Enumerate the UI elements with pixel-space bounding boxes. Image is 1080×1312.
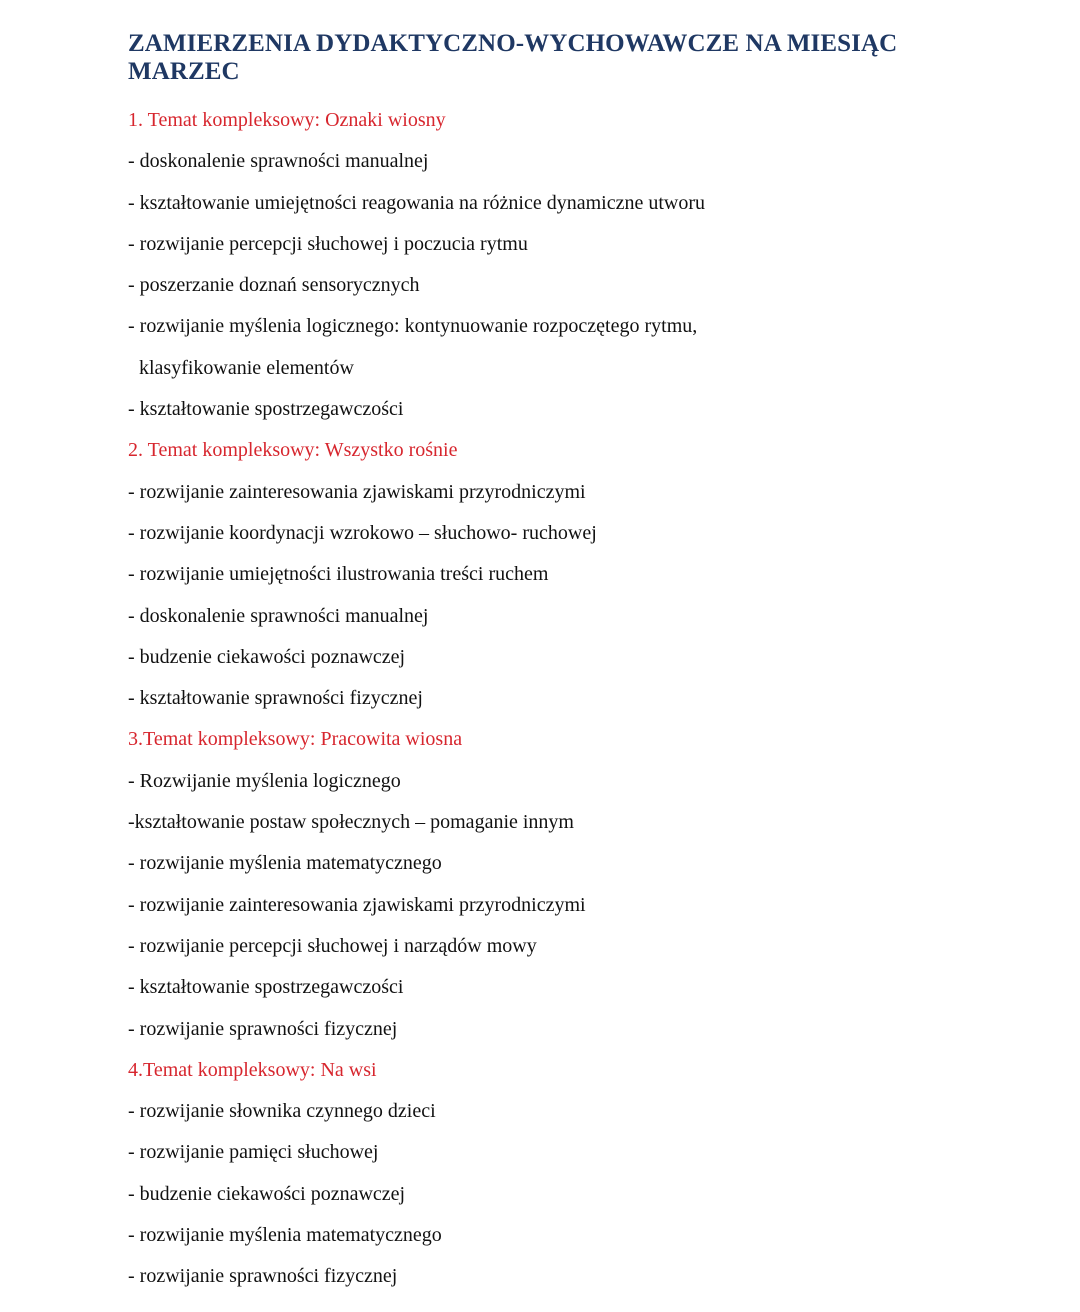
list-item: - doskonalenie sprawności manualnej [128,604,429,627]
list-item: - poszerzanie doznań sensorycznych [128,274,420,297]
section-heading: 3.Temat kompleksowy: Pracowita wiosna [128,728,463,751]
list-item: - rozwijanie sprawności fizycznej [128,1017,398,1040]
document-page [128,30,1028,1298]
section-4 [128,1050,1028,1298]
list-item: - rozwijanie koordynacji wzrokowo – słuchowo- ruchowej [128,521,597,544]
section-2 [128,430,1028,719]
document-title-line: ZAMIERZENIA DYDAKTYCZNO-WYCHOWAWCZE NA MIESIĄC [128,30,898,57]
list-item: - rozwijanie zainteresowania zjawiskami przyrodniczymi [128,893,586,916]
list-item: - rozwijanie zainteresowania zjawiskami przyrodniczymi [128,480,586,503]
list-item: - kształtowanie spostrzegawczości [128,398,404,421]
list-item: - budzenie ciekawości poznawczej [128,645,406,668]
list-item: - doskonalenie sprawności manualnej [128,150,429,173]
list-item: - rozwijanie myślenia matematycznego [128,1224,442,1247]
list-item: - Rozwijanie myślenia logicznego [128,769,401,792]
list-item: - rozwijanie percepcji słuchowej i narządów mowy [128,934,537,957]
list-item: - budzenie ciekawości poznawczej [128,1182,406,1205]
list-item: - rozwijanie słownika czynnego dzieci [128,1100,436,1123]
list-item: -kształtowanie postaw społecznych – pomaganie innym [128,811,574,834]
list-item: - rozwijanie sprawności fizycznej [128,1265,398,1288]
list-item: - kształtowanie umiejętności reagowania na różnice dynamiczne utworu [128,191,705,214]
list-item: - rozwijanie pamięci słuchowej [128,1141,379,1164]
section-heading: 2. Temat kompleksowy: Wszystko rośnie [128,439,458,462]
list-item-continuation: klasyfikowanie elementów [139,356,354,379]
section-heading: 4.Temat kompleksowy: Na wsi [128,1058,377,1081]
document-title [128,30,1028,86]
list-item: - rozwijanie percepcji słuchowej i poczucia rytmu [128,232,528,255]
list-item: - rozwijanie myślenia matematycznego [128,852,442,875]
list-item: - rozwijanie umiejętności ilustrowania treści ruchem [128,563,549,586]
list-item: - rozwijanie myślenia logicznego: kontynuowanie rozpoczętego rytmu, [128,315,698,338]
section-3 [128,719,1028,1049]
document-title-line: MARZEC [128,58,240,85]
section-heading: 1. Temat kompleksowy: Oznaki wiosny [128,109,446,131]
list-item: - kształtowanie sprawności fizycznej [128,687,423,710]
section-1 [128,100,1028,430]
list-item: - kształtowanie spostrzegawczości [128,976,404,999]
